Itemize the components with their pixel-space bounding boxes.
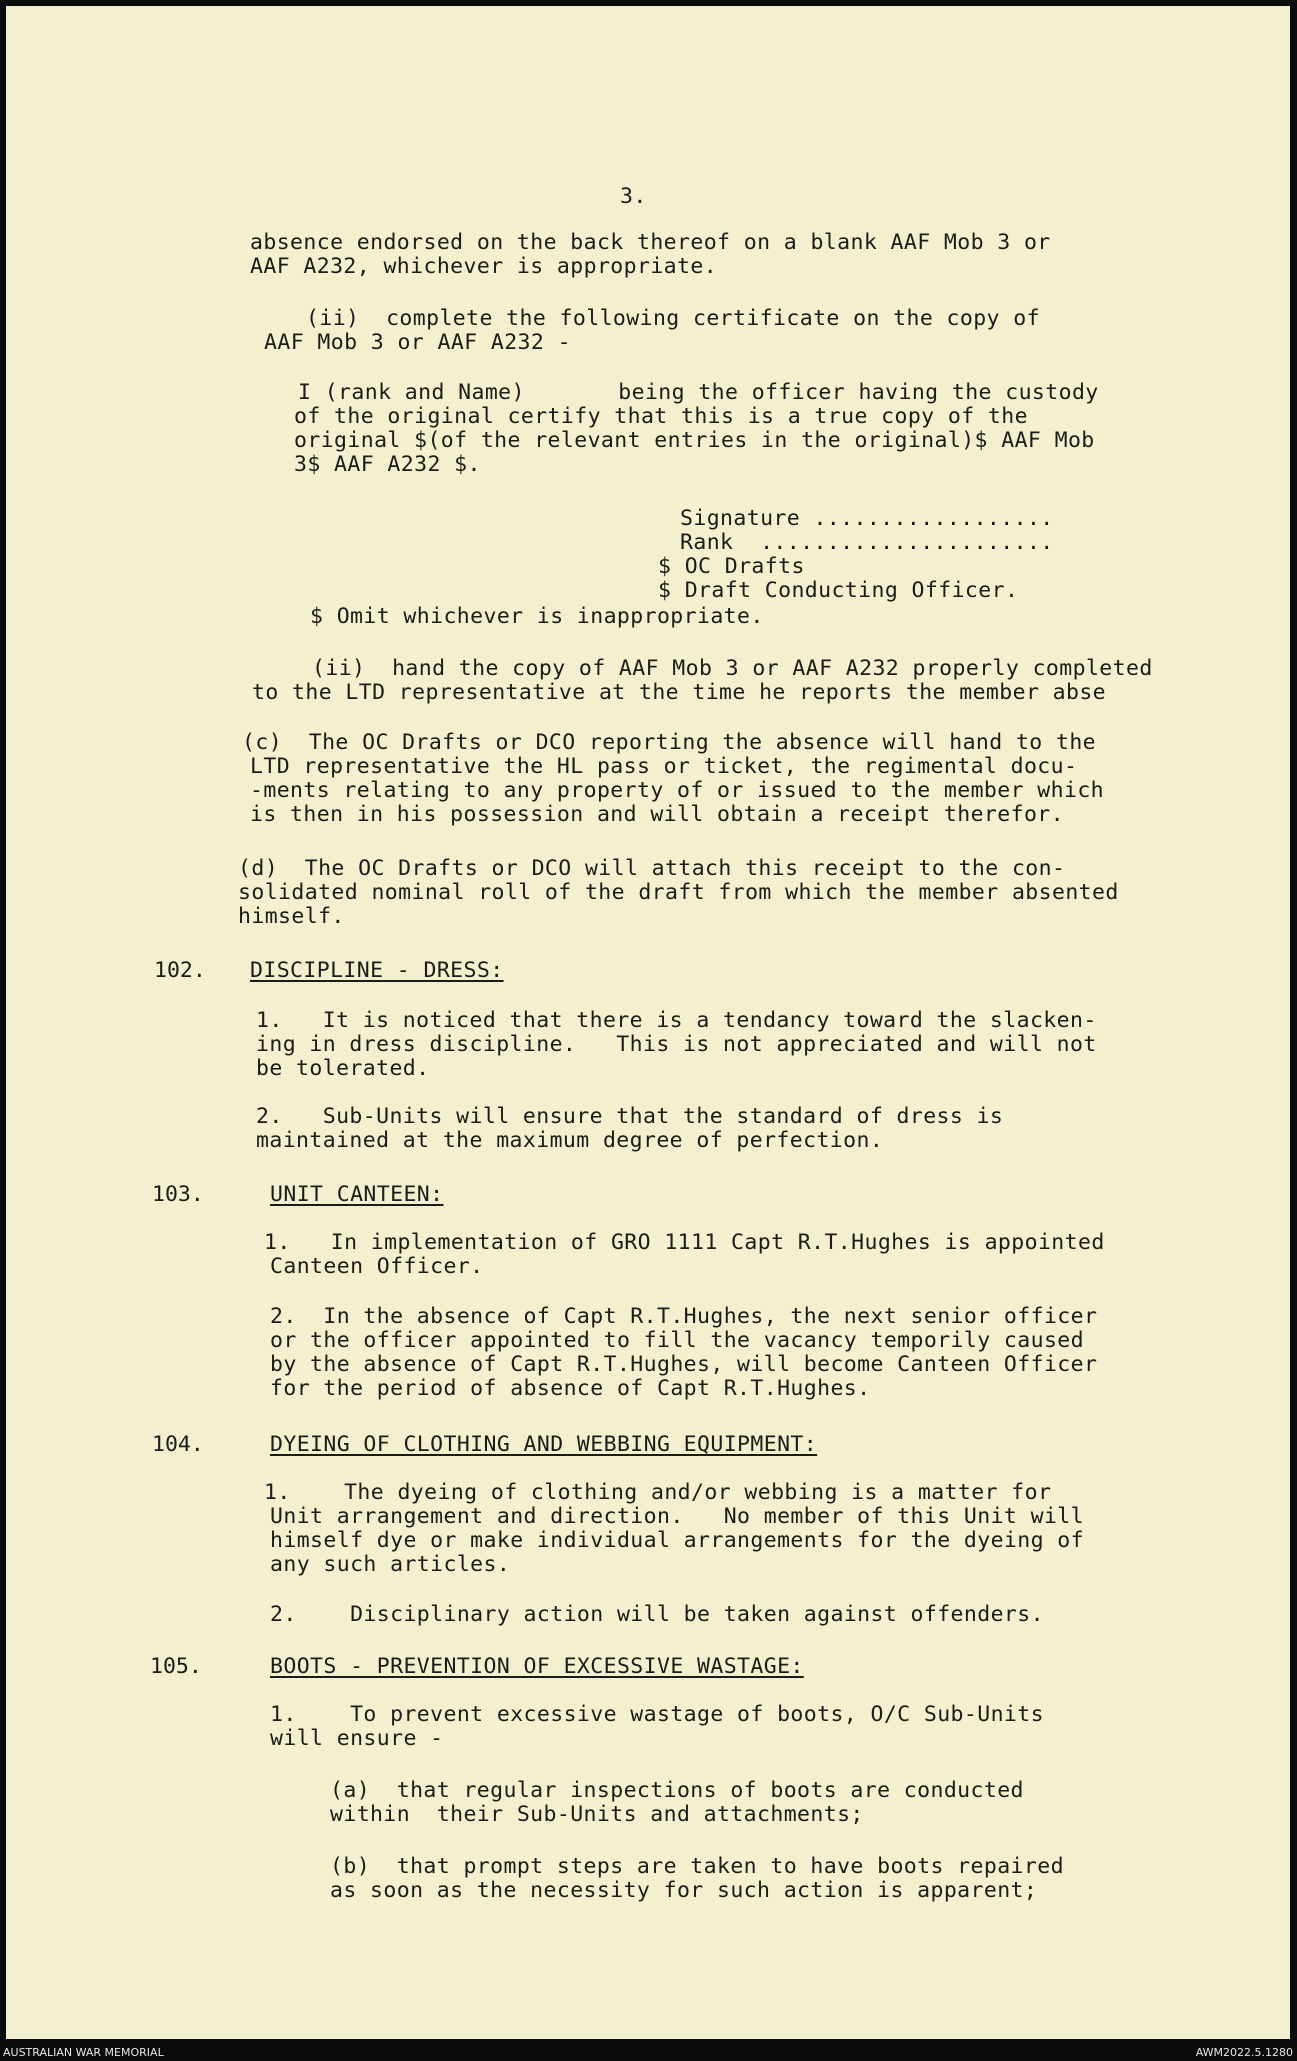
omit-note: $ Omit whichever is inappropriate. — [310, 604, 764, 629]
s102-p2-line: maintained at the maximum degree of perfection. — [256, 1128, 884, 1153]
dco-line: $ Draft Conducting Officer. — [658, 578, 1019, 603]
para-d-line: solidated nominal roll of the draft from which the member absented — [238, 880, 1119, 905]
certificate-line: 3$ AAF A232 $. — [294, 452, 481, 477]
s104-p2-line: 2. Disciplinary action will be taken against offenders. — [270, 1602, 1044, 1627]
s102-p2-line: 2. Sub-Units will ensure that the standard of dress is — [256, 1104, 1004, 1129]
s102-p1-line: be tolerated. — [256, 1056, 430, 1081]
para-c-line: (c) The OC Drafts or DCO reporting the absence will hand to the — [242, 730, 1097, 755]
certificate-line: of the original certify that this is a true copy of the — [294, 404, 1028, 429]
sub-ii-line: AAF Mob 3 or AAF A232 - — [264, 330, 571, 355]
section-heading-dyeing: DYEING OF CLOTHING AND WEBBING EQUIPMENT: — [270, 1432, 818, 1457]
s105-p1-line: 1. To prevent excessive wastage of boots, O/C Sub-Units — [270, 1702, 1044, 1727]
s103-p2-line: 2. In the absence of Capt R.T.Hughes, the next senior officer — [270, 1304, 1098, 1329]
s103-p2-line: or the officer appointed to fill the vacancy temporily caused — [270, 1328, 1084, 1353]
certificate-line: original $(of the relevant entries in the original)$ AAF Mob — [294, 428, 1095, 453]
footer-institution: AUSTRALIAN WAR MEMORIAL — [3, 2046, 164, 2059]
section-number-103: 103. — [152, 1182, 204, 1207]
s105-p1-line: will ensure - — [270, 1726, 444, 1751]
section-heading-canteen: UNIT CANTEEN: — [270, 1182, 444, 1207]
section-heading-boots: BOOTS - PREVENTION OF EXCESSIVE WASTAGE: — [270, 1654, 804, 1679]
sub-ii-hand-line: (ii) hand the copy of AAF Mob 3 or AAF A232 properly completed — [312, 656, 1153, 681]
intro-line: absence endorsed on the back thereof on a blank AAF Mob 3 or — [250, 230, 1051, 255]
section-heading-discipline: DISCIPLINE - DRESS: — [250, 958, 504, 983]
s102-p1-line: ing in dress discipline. This is not appreciated and will not — [256, 1032, 1097, 1057]
para-c-line: -ments relating to any property of or issued to the member which — [250, 778, 1105, 803]
footer-accession-number: AWM2022.5.1280 — [1195, 2046, 1293, 2059]
sub-ii-line: (ii) complete the following certificate on the copy of — [306, 306, 1040, 331]
para-d-line: (d) The OC Drafts or DCO will attach this receipt to the con- — [238, 856, 1066, 881]
page-number: 3. — [620, 184, 647, 209]
s102-p1-line: 1. It is noticed that there is a tendancy toward the slacken- — [256, 1008, 1097, 1033]
s104-p1-line: himself dye or make individual arrangements for the dyeing of — [270, 1528, 1084, 1553]
s103-p2-line: by the absence of Capt R.T.Hughes, will become Canteen Officer — [270, 1352, 1098, 1377]
s104-p1-line: any such articles. — [270, 1552, 511, 1577]
rank-line: Rank ...................... — [680, 530, 1054, 555]
s105-b-line: (b) that prompt steps are taken to have boots repaired — [330, 1854, 1064, 1879]
signature-line: Signature .................. — [680, 506, 1054, 531]
s105-b-line: as soon as the necessity for such action is apparent; — [330, 1878, 1038, 1903]
s103-p2-line: for the period of absence of Capt R.T.Hughes. — [270, 1376, 871, 1401]
s104-p1-line: 1. The dyeing of clothing and/or webbing is a matter for — [264, 1480, 1052, 1505]
s105-a-line: (a) that regular inspections of boots are conducted — [330, 1778, 1024, 1803]
document-page — [6, 6, 1290, 2039]
s103-p1-line: Canteen Officer. — [270, 1254, 484, 1279]
footer-bar — [0, 2043, 1297, 2061]
s103-p1-line: 1. In implementation of GRO 1111 Capt R.T.Hughes is appointed — [264, 1230, 1105, 1255]
section-number-104: 104. — [152, 1432, 204, 1457]
certificate-line: I (rank and Name) being the officer having the custody — [298, 380, 1099, 405]
section-number-105: 105. — [150, 1654, 202, 1679]
para-d-line: himself. — [238, 904, 345, 929]
s105-a-line: within their Sub-Units and attachments; — [330, 1802, 864, 1827]
sub-ii-hand-line: to the LTD representative at the time he reports the member abse — [252, 680, 1107, 705]
s104-p1-line: Unit arrangement and direction. No member of this Unit will — [270, 1504, 1084, 1529]
para-c-line: LTD representative the HL pass or ticket, the regimental docu- — [250, 754, 1078, 779]
oc-drafts-line: $ OC Drafts — [658, 554, 805, 579]
intro-line: AAF A232, whichever is appropriate. — [250, 254, 718, 279]
para-c-line: is then in his possession and will obtain a receipt therefor. — [250, 802, 1064, 827]
section-number-102: 102. — [154, 958, 206, 983]
